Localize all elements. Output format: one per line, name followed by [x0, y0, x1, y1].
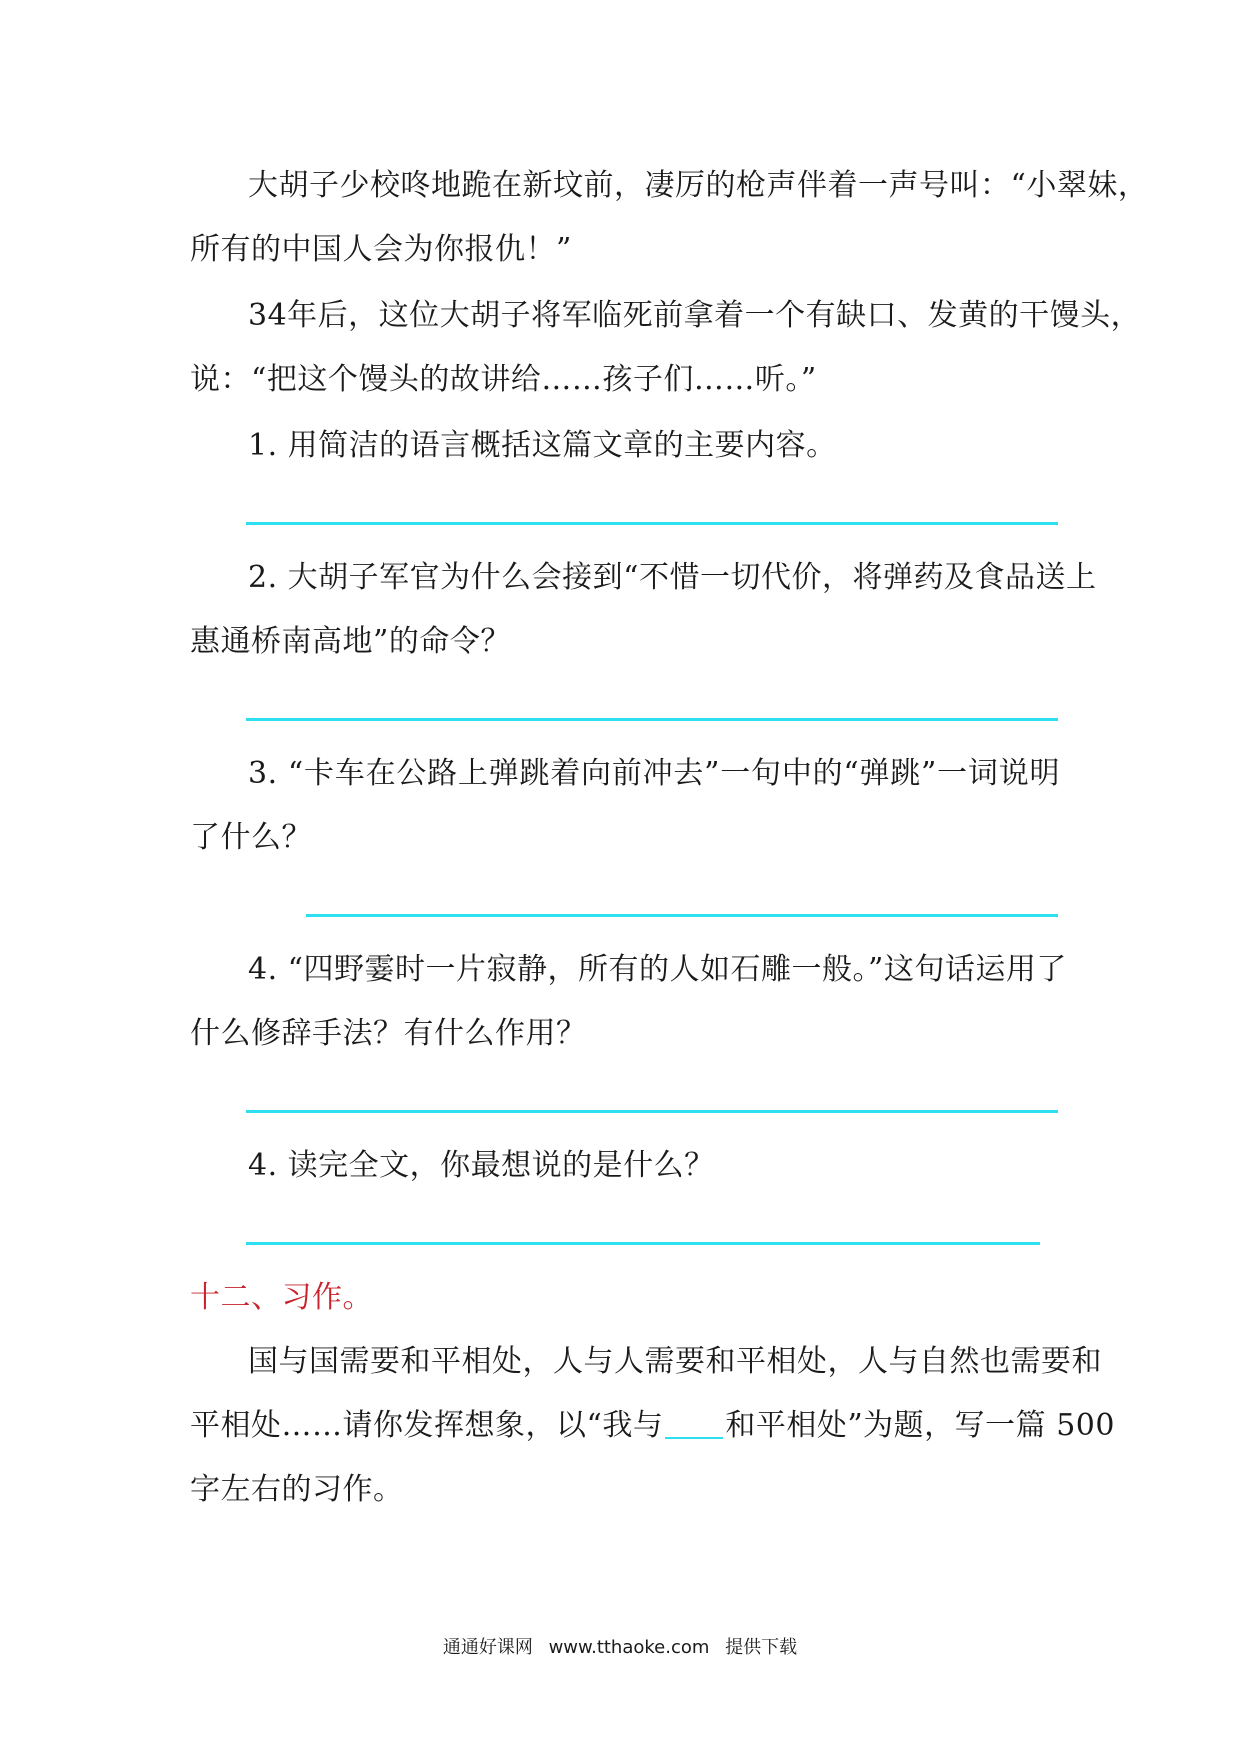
question-3-line-2: 了什么？ [190, 820, 312, 855]
section-heading: 十二、习作。 [190, 1280, 373, 1315]
footer-suffix: 提供下载 [725, 1637, 798, 1658]
question-3-line-1: 3. “卡车在公路上弹跳着向前冲去”一句中的“弹跳”一词说明 [248, 756, 1060, 791]
question-5: 4. 读完全文，你最想说的是什么？ [248, 1148, 715, 1183]
footer-site-name: 通通好课网 [442, 1637, 533, 1658]
answer-line-5[interactable] [246, 1242, 1040, 1245]
question-4-line-2: 什么修辞手法？有什么作用？ [190, 1016, 587, 1051]
answer-line-4[interactable] [246, 1110, 1058, 1113]
answer-line-2[interactable] [246, 718, 1058, 721]
question-2-line-1: 2. 大胡子军官为什么会接到“不惜一切代价，将弹药及食品送上 [248, 560, 1097, 595]
question-4-line-1: 4. “四野霎时一片寂静，所有的人如石雕一般。”这句话运用了 [248, 952, 1067, 987]
composition-prompt-line-2 [190, 1406, 1115, 1446]
answer-line-1[interactable] [246, 522, 1058, 525]
passage-paragraph-1-line-1: 大胡子少校咚地跪在新坟前，凄厉的枪声伴着一声号叫：“小翠妹， [248, 168, 1149, 203]
passage-paragraph-2-line-1: 34年后，这位大胡子将军临死前拿着一个有缺口、发黄的干馒头， [248, 298, 1142, 333]
passage-paragraph-2-line-2: 说：“把这个馒头的故讲给……孩子们……听。” [190, 362, 817, 397]
answer-line-3[interactable] [306, 914, 1058, 917]
composition-prompt-line-3: 字左右的习作。 [190, 1472, 404, 1507]
fill-in-blank[interactable] [665, 1407, 723, 1439]
question-2-line-2: 惠通桥南高地”的命令？ [190, 624, 511, 659]
question-1: 1. 用简洁的语言概括这篇文章的主要内容。 [248, 428, 837, 463]
composition-prompt-line-1: 国与国需要和平相处，人与人需要和平相处，人与自然也需要和 [248, 1344, 1102, 1379]
composition-prompt-line-2-end: 和平相处”为题，写一篇 500 [725, 1408, 1115, 1443]
footer-url[interactable]: www.tthaoke.com [548, 1637, 710, 1658]
page-footer [0, 1636, 1240, 1660]
passage-paragraph-1-line-2: 所有的中国人会为你报仇！” [190, 232, 572, 267]
composition-prompt-line-2-start: 平相处……请你发挥想象，以“我与 [190, 1408, 664, 1443]
